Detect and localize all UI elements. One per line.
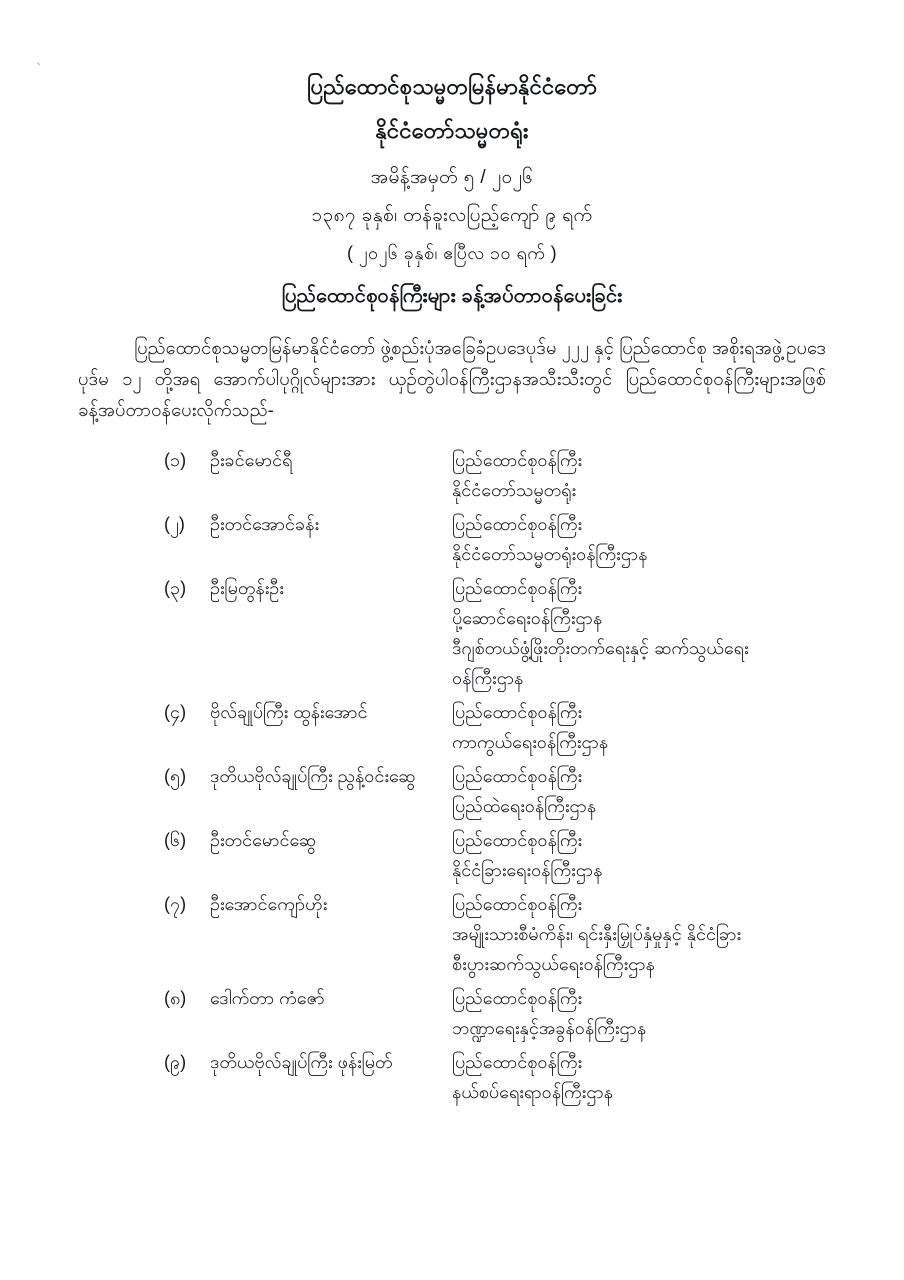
position-line: ပြည်ထောင်စုဝန်ကြီး bbox=[452, 702, 583, 722]
appointee-name: ဦးတင်အောင်ခန်း bbox=[210, 514, 320, 534]
list-item bbox=[164, 761, 826, 821]
position-line: ပြည်ထောင်စုဝန်ကြီး bbox=[452, 766, 583, 786]
list-item bbox=[164, 825, 826, 885]
list-item bbox=[164, 445, 826, 505]
appointee-position bbox=[452, 697, 826, 757]
paragraph-text: ပြည်ထောင်စုသမ္မတမြန်မာနိုင်ငံတော် ဖွဲ့စည်းပုံအခြေခံဥပဒေပုဒ်မ ၂၂၂ နှင့် ပြည်ထောင်စု အစိုးရအဖွဲ့ဥပဒေပုဒ်မ ၁၂ တို့အရ အောက်ပါပုဂ္ဂိုလ်များအား ယှဉ်တွဲပါဝန်ကြီးဌာနအသီးသီးတွင် ပြည်ထောင်စုဝန်ကြီးများအဖြစ် ခန့်အပ်တာဝန်ပေးလိုက်သည်- bbox=[78, 337, 826, 420]
position-line: နိုင်ငံခြားရေးဝန်ကြီးဌာန bbox=[452, 860, 603, 880]
position-line: ပြည်ထောင်စုဝန်ကြီး bbox=[452, 1052, 583, 1072]
document-title-country: ပြည်ထောင်စုသမ္မတမြန်မာနိုင်ငံတော် bbox=[306, 74, 598, 99]
appointee-name: ဒုတိယဗိုလ်ချုပ်ကြီး ဖုန်းမြတ် bbox=[210, 1052, 393, 1072]
date-myanmar-era: ၁၃၈၇ ခုနှစ်၊ တန်ခူးလပြည့်ကျော် ၉ ရက် bbox=[311, 205, 593, 226]
appointee-name: ဦးခင်မောင်ရီ bbox=[210, 450, 293, 470]
appointee-position bbox=[452, 573, 826, 693]
position-line: ပြည်ထောင်စုဝန်ကြီး bbox=[452, 830, 583, 850]
position-line: ပြည်ထောင်စုဝန်ကြီး bbox=[452, 578, 583, 598]
item-number: (၅) bbox=[164, 766, 187, 786]
position-line: ဒီဂျစ်တယ်ဖွံ့ဖြိုးတိုးတက်ရေးနှင့် ဆက်သွယ်ရေး bbox=[452, 638, 749, 658]
position-line: ပြည်ထောင်စုဝန်ကြီး bbox=[452, 894, 583, 914]
position-line: အမျိုးသားစီမံကိန်း၊ ရင်းနှီးမြှုပ်နှံမှုနှင့် နိုင်ငံခြား bbox=[452, 924, 742, 944]
position-line: ပြည်ထဲရေးဝန်ကြီးဌာန bbox=[452, 796, 597, 816]
item-number: (၆) bbox=[164, 830, 187, 850]
appointee-position bbox=[452, 445, 826, 505]
position-line: ပြည်ထောင်စုဝန်ကြီး bbox=[452, 988, 583, 1008]
document-title-office: နိုင်ငံတော်သမ္မတရုံး bbox=[375, 118, 529, 143]
item-number: (၈) bbox=[164, 988, 187, 1008]
item-number: (၂) bbox=[164, 514, 185, 534]
subject-heading: ပြည်ထောင်စုဝန်ကြီးများ ခန့်အပ်တာဝန်ပေးခြင်း bbox=[281, 285, 623, 307]
list-item bbox=[164, 509, 826, 569]
appointee-name: ဗိုလ်ချုပ်ကြီး ထွန်းအောင် bbox=[210, 702, 368, 722]
date-gregorian: ( ၂၀၂၆ ခုနှစ်၊ ဧပြီလ ၁၀ ရက် ) bbox=[346, 243, 557, 263]
position-line: ဝန်ကြီးဌာန bbox=[452, 668, 524, 688]
position-line: နယ်စပ်ရေးရာဝန်ကြီးဌာန bbox=[452, 1082, 613, 1102]
appointee-position bbox=[452, 983, 826, 1043]
position-line: ပြည်ထောင်စုဝန်ကြီး bbox=[452, 450, 583, 470]
page-corner-mark: ˎ bbox=[36, 51, 43, 66]
item-number: (၄) bbox=[164, 702, 187, 722]
appointee-position bbox=[452, 825, 826, 885]
position-line: နိုင်ငံတော်သမ္မတရုံးဝန်ကြီးဌာန bbox=[452, 544, 648, 564]
item-number: (၉) bbox=[164, 1052, 187, 1072]
order-number: အမိန့်အမှတ် ၅ / ၂၀၂၆ bbox=[370, 167, 534, 188]
list-item bbox=[164, 1047, 826, 1107]
appointee-name: ဒေါက်တာ ကံဇော် bbox=[210, 988, 325, 1008]
position-line: ပို့ဆောင်ရေးဝန်ကြီးဌာန bbox=[452, 608, 603, 628]
item-number: (၃) bbox=[164, 578, 187, 598]
position-line: ကာကွယ်ရေးဝန်ကြီးဌာန bbox=[452, 732, 609, 752]
position-line: ဘဏ္ဍာရေးနှင့်အခွန်ဝန်ကြီးဌာန bbox=[452, 1018, 647, 1038]
list-item bbox=[164, 573, 826, 693]
appointee-name: ဒုတိယဗိုလ်ချုပ်ကြီး ညွန့်ဝင်းဆွေ bbox=[210, 766, 416, 786]
appointee-name: ဦးမြတွန်းဦး bbox=[210, 578, 284, 598]
order-body-paragraph bbox=[78, 332, 826, 425]
appointee-name: ဦးတင်မောင်ဆွေ bbox=[210, 830, 316, 850]
appointee-position bbox=[452, 1047, 826, 1107]
list-item bbox=[164, 697, 826, 757]
appointee-position bbox=[452, 889, 826, 979]
position-line: ပြည်ထောင်စုဝန်ကြီး bbox=[452, 514, 583, 534]
position-line: စီးပွားဆက်သွယ်ရေးဝန်ကြီးဌာန bbox=[452, 954, 655, 974]
appointee-name: ဦးအောင်ကျော်ဟိုး bbox=[210, 894, 328, 914]
appointee-position bbox=[452, 761, 826, 821]
item-number: (၁) bbox=[164, 450, 187, 470]
position-line: နိုင်ငံတော်သမ္မတရုံး bbox=[452, 480, 577, 500]
appointee-position bbox=[452, 509, 826, 569]
item-number: (၇) bbox=[164, 894, 187, 914]
list-item bbox=[164, 983, 826, 1043]
list-item bbox=[164, 889, 826, 979]
appointments-list bbox=[78, 445, 826, 1107]
